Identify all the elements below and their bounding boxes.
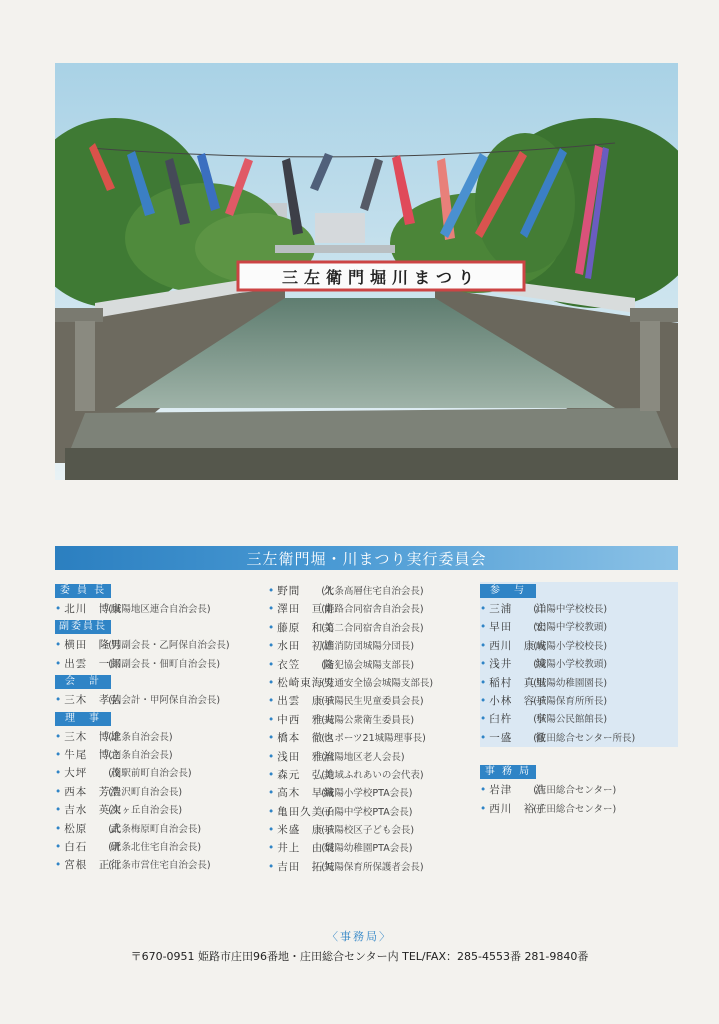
member-row: • 牛尾 博之(南条自治会長) [55, 748, 173, 761]
member-row: • 野間 久(北条高層住宅自治会長) [268, 585, 424, 597]
section-heading: 会 計 [55, 675, 111, 689]
member-row: • 高木 早織(城陽小学校PTA会長) [268, 787, 413, 800]
member-row: • 中西 雅夫(城陽公衆衛生委員長) [268, 713, 415, 726]
member-row: • 三木 孝弘(同会計・甲阿保自治会長) [55, 694, 221, 707]
committee-title: 三左衛門堀・川まつり実行委員会 [55, 546, 678, 570]
members-column-2 [268, 582, 478, 876]
member-row: • 水田 初雄(西消防団城陽分団長) [268, 640, 415, 653]
festival-banner-text: 三左衛門堀川まつり [281, 267, 480, 287]
member-row: • 三木 博雄(北条自治会長) [55, 730, 173, 743]
office-address: 〒670-0951 姫路市庄田96番地・庄田総合センター内 TEL/FAX：285-4553番 281-9840番 [130, 950, 589, 963]
member-row: • 小林 容子(城陽保育所所長) [480, 694, 608, 707]
member-row: • 松原 武(北条梅原町自治会長) [55, 822, 202, 835]
members-column-1 [55, 582, 260, 875]
member-row: • 井上 由梨(城陽幼稚園PTA会長) [268, 842, 413, 855]
section-heading: 理 事 [55, 712, 111, 726]
member-row: • 稲村 真里(城陽幼稚園園長) [480, 676, 608, 689]
member-row: • 西本 芳浩(豊沢町自治会長) [55, 785, 183, 798]
section-heading: 委 員 長 [55, 584, 111, 598]
member-row: • 亀田久美子(山陽中学校PTA会長) [268, 805, 413, 818]
member-row: • 藤原 和美(第二合同宿舎自治会長) [268, 621, 424, 634]
members-column-3 [480, 582, 678, 818]
member-row: • 松崎東海男(交通安全協会城陽支部長) [268, 676, 434, 689]
section-heading: 副委員長 [55, 620, 111, 634]
member-row: • 西川 裕子(庄田総合センター) [480, 802, 617, 815]
member-row: • 吉田 拓矢(城陽保育所保護者会長) [268, 860, 424, 873]
member-row: • 森元 弘美(地域ふれあいの会代表) [268, 768, 424, 781]
member-row: • 白石 研(北条北住宅自治会長) [55, 840, 202, 853]
member-row: • 吉水 英次(東ヶ丘自治会長) [55, 804, 183, 817]
member-row: • 西川 康成(城陽小学校校長) [480, 639, 608, 652]
member-row: • 大坪 茂(南駅前町自治会長) [55, 767, 192, 780]
member-row: • 横田 隆男(同副会長・乙阿保自治会長) [55, 639, 230, 652]
member-row: • 出雲 一郎(同副会長・佃町自治会長) [55, 657, 221, 670]
member-row: • 澤田 亘甫(姫路合同宿舎自治会長) [268, 603, 424, 616]
office-heading: 〈事務局〉 [327, 930, 392, 943]
member-row: • 三浦 洋(山陽中学校校長) [480, 603, 608, 615]
member-row: • 岩津 浩(庄田総合センター) [480, 784, 617, 797]
member-row: • 衣笠 隆(防犯協会城陽支部長) [268, 658, 415, 671]
member-row: • 早田 宏(山陽中学校教頭) [480, 621, 608, 634]
member-row: • 臼杵 亨(城陽公民館館長) [480, 713, 608, 726]
section-heading: 事 務 局 [480, 765, 536, 779]
member-row: • 出雲 康子(城陽民生児童委員会長) [268, 695, 424, 708]
member-row: • 一盛 徹(庄田総合センター所長) [480, 731, 636, 744]
member-row: • 浅井 綾(城陽小学校教頭) [480, 658, 608, 671]
member-row: • 浅田 雅治(城陽地区老人会長) [268, 750, 405, 763]
member-row: • 北川 博康(城陽地区連合自治会長) [55, 603, 211, 615]
section-heading: 参 与 [480, 584, 536, 598]
member-row: • 宮根 正行(北条市営住宅自治会長) [55, 859, 211, 872]
member-row: • 橋本 徹也(スポーツ21城陽理事長) [268, 732, 426, 745]
member-row: • 米盛 康子(城陽校区子ども会長) [268, 824, 415, 837]
